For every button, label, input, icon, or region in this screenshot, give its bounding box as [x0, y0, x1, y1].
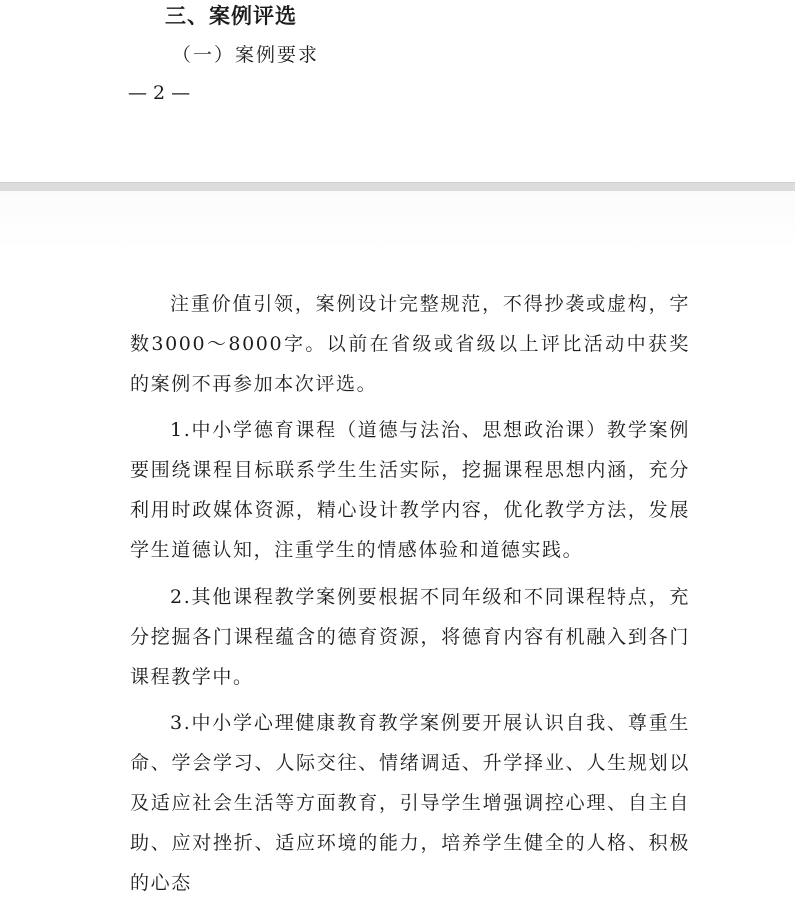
paragraph-intro: 注重价值引领，案例设计完整规范，不得抄袭或虚构，字数3000～8000字。以前在省级或省级以上评比活动中获奖的案例不再参加本次评选。	[130, 293, 690, 395]
previous-page-bottom	[0, 0, 795, 182]
paragraph-item-3: 3.中小学心理健康教育教学案例要开展认识自我、尊重生命、学会学习、人际交往、情绪调适、升学择业、人生规划以及适应社会生活等方面教育，引导学生增强调控心理、自主自助、应对挫折、适应环境的能力，培养学生健全的人格、积极的心态	[130, 712, 690, 894]
subsection-heading: （一）案例要求	[172, 44, 320, 66]
next-page-top	[0, 191, 795, 894]
paragraph-item-2: 2.其他课程教学案例要根据不同年级和不同课程特点，充分挖掘各门课程蕴含的德育资源，将德育内容有机融入到各门课程教学中。	[130, 586, 690, 688]
section-heading: 三、案例评选	[165, 4, 297, 28]
paragraph-item-1: 1.中小学德育课程（道德与法治、思想政治课）教学案例要围绕课程目标联系学生生活实际，挖掘课程思想内涵，充分利用时政媒体资源，精心设计教学内容，优化教学方法，发展学生道德认知，注重学生的情感体验和道德实践。	[130, 419, 690, 561]
page-number: — 2 —	[128, 82, 191, 104]
